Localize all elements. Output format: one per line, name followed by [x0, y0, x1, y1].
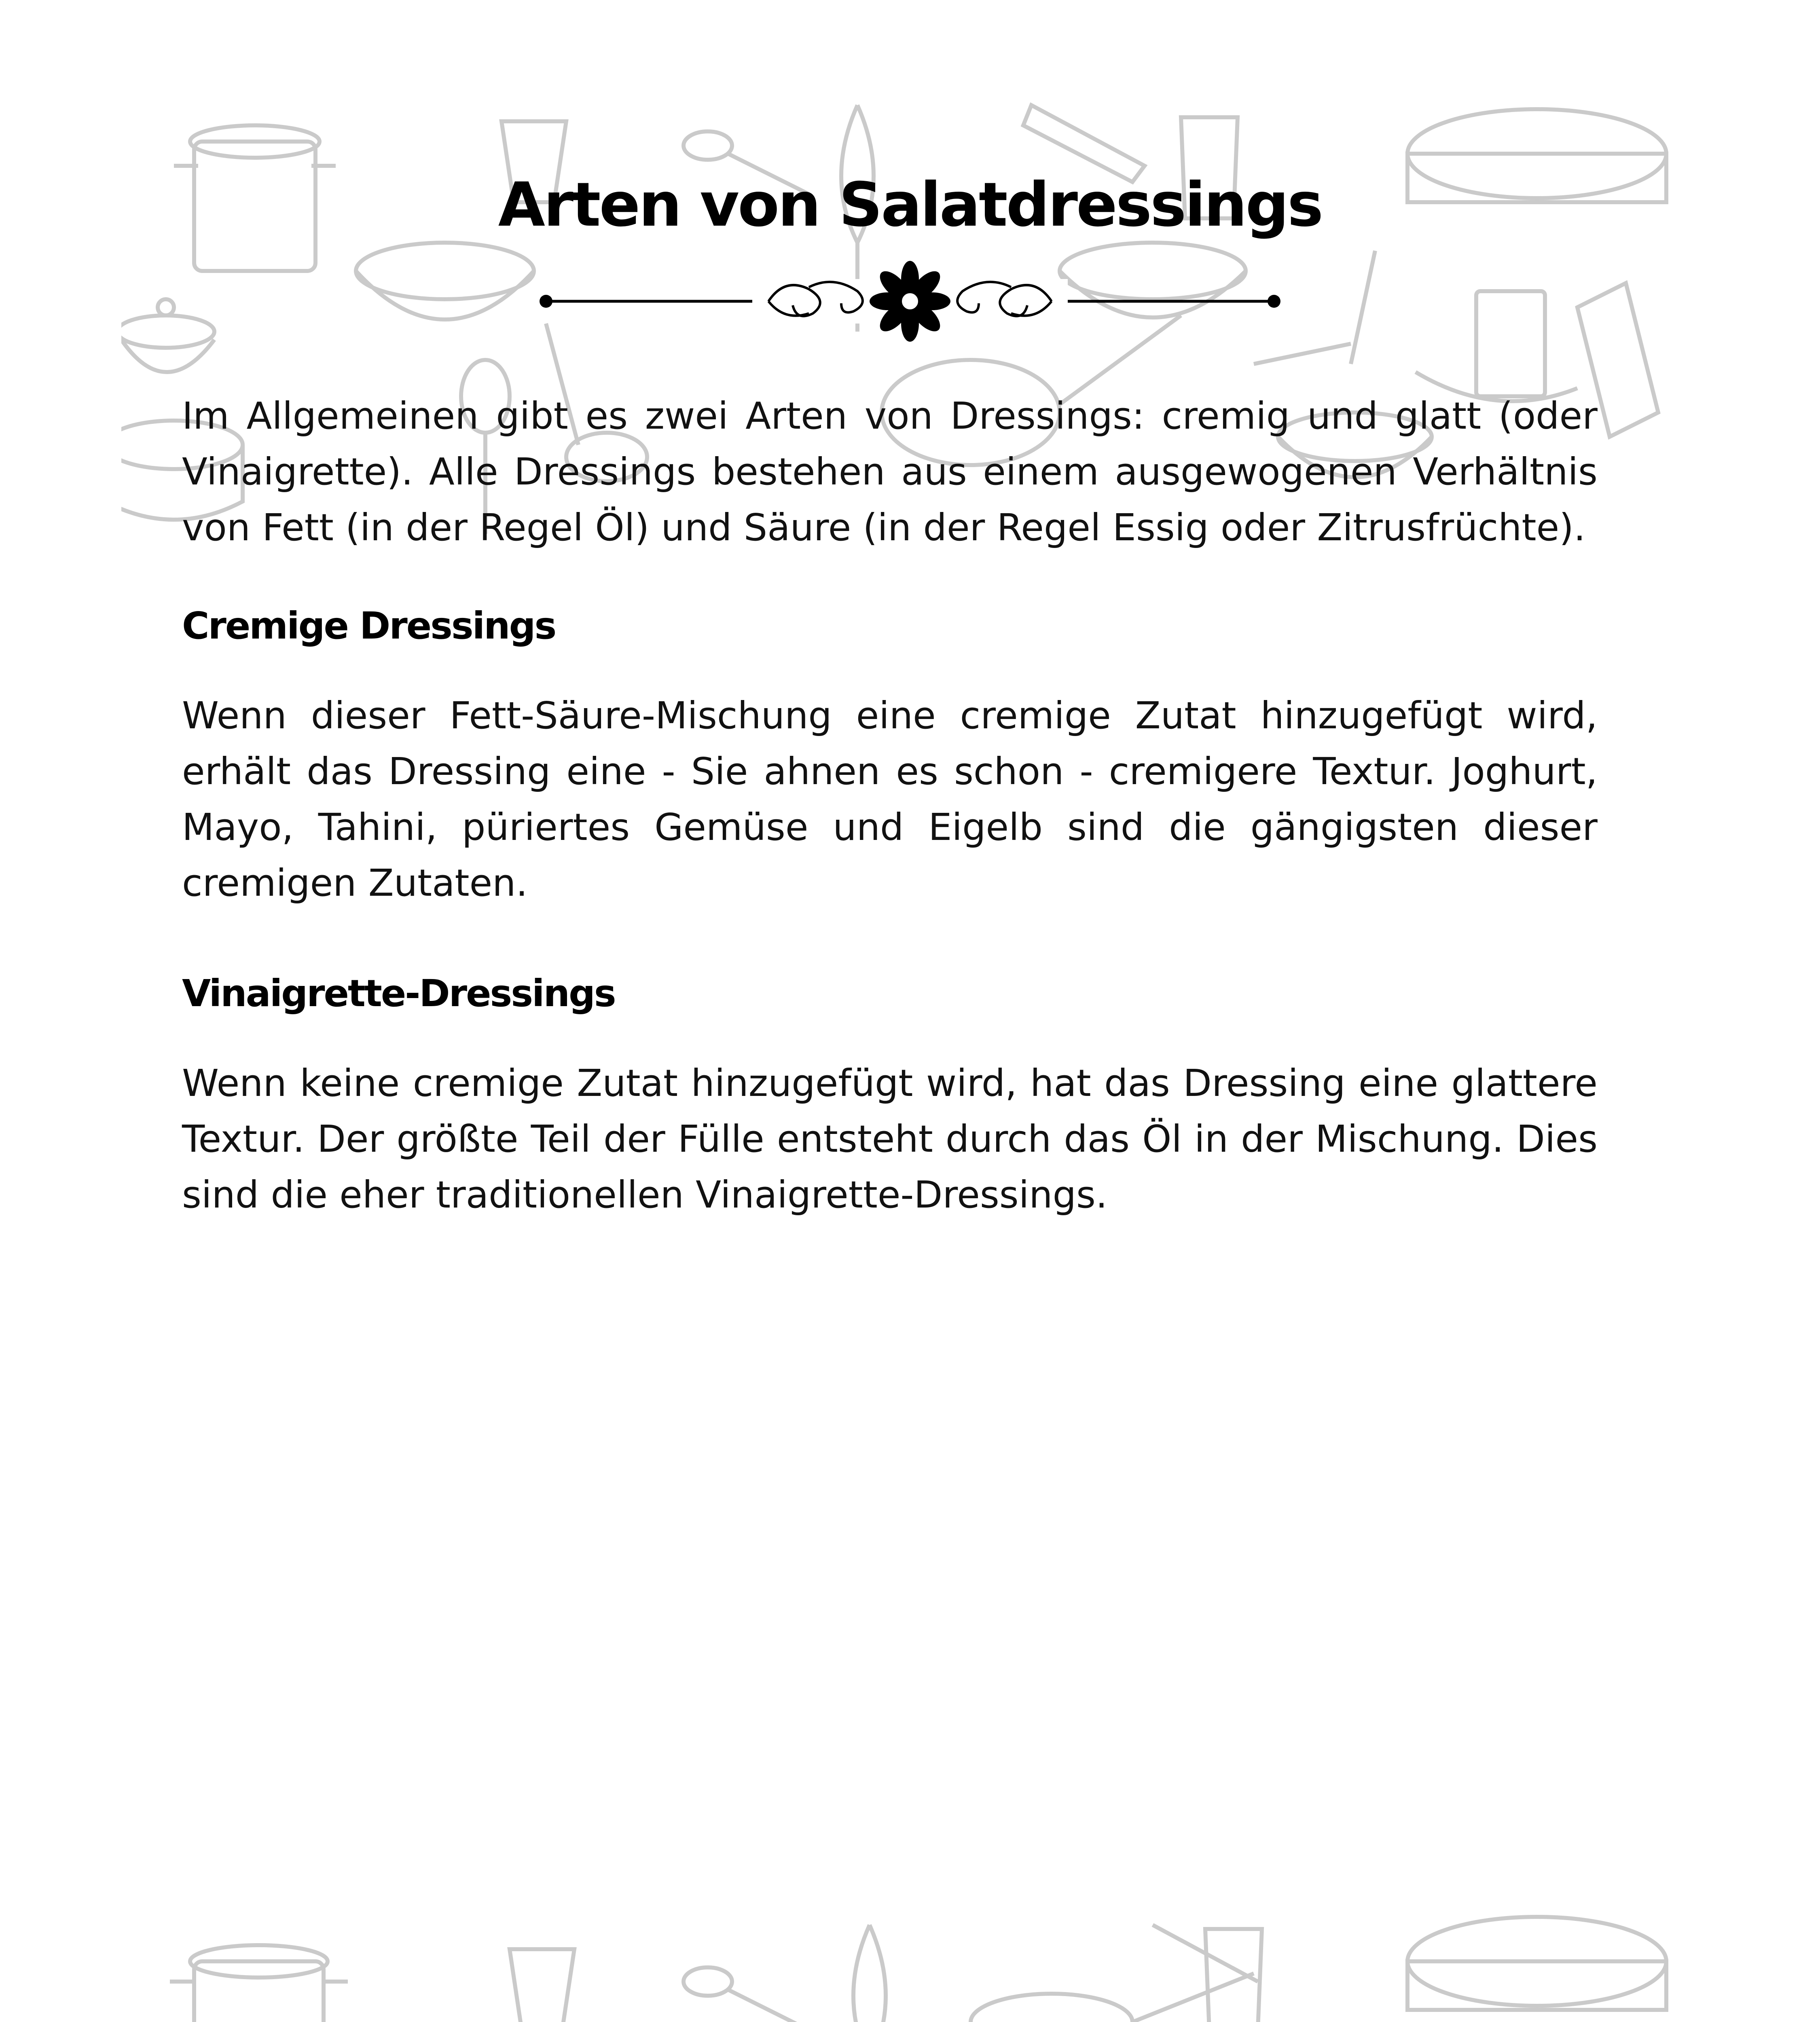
- intro-paragraph: Im Allgemeinen gibt es zwei Arten von Dressings: cremig und glatt (oder Vinaigrette). Alle Dressings bestehen aus einem ausgewogenen Verhältnis von Fett (in der Regel Öl) und Säure (in der Regel Essig oder Zitrusfrüchte).: [182, 394, 1598, 549]
- section-heading-creamy: Cremige Dressings: [182, 604, 556, 647]
- section-text-vinaigrette: Wenn keine cremige Zutat hinzugefügt wird, hat das Dressing eine glattere Textur. Der größte Teil der Fülle entsteht durch das Öl in der Mischung. Dies sind die eher traditionellen Vinaigrette-Dressings.: [182, 1062, 1598, 1216]
- page-content: [182, 388, 1598, 1223]
- kitchen-sketch-bottom: [121, 1901, 1699, 2022]
- flower-ornament-icon: [870, 261, 950, 342]
- section-heading-vinaigrette: Vinaigrette-Dressings: [182, 972, 615, 1015]
- page-title: Arten von Salatdressings: [498, 170, 1322, 240]
- section-text-creamy: Wenn dieser Fett-Säure-Mischung eine cremige Zutat hinzugefügt wird, erhält das Dressing eine - Sie ahnen es schon - cremigere Textur. Joghurt, Mayo, Tahini, püriertes Gemüse und Eigelb sind die gängigsten dieser cremigen Zutaten.: [182, 694, 1598, 905]
- ornamental-divider: [526, 255, 1294, 348]
